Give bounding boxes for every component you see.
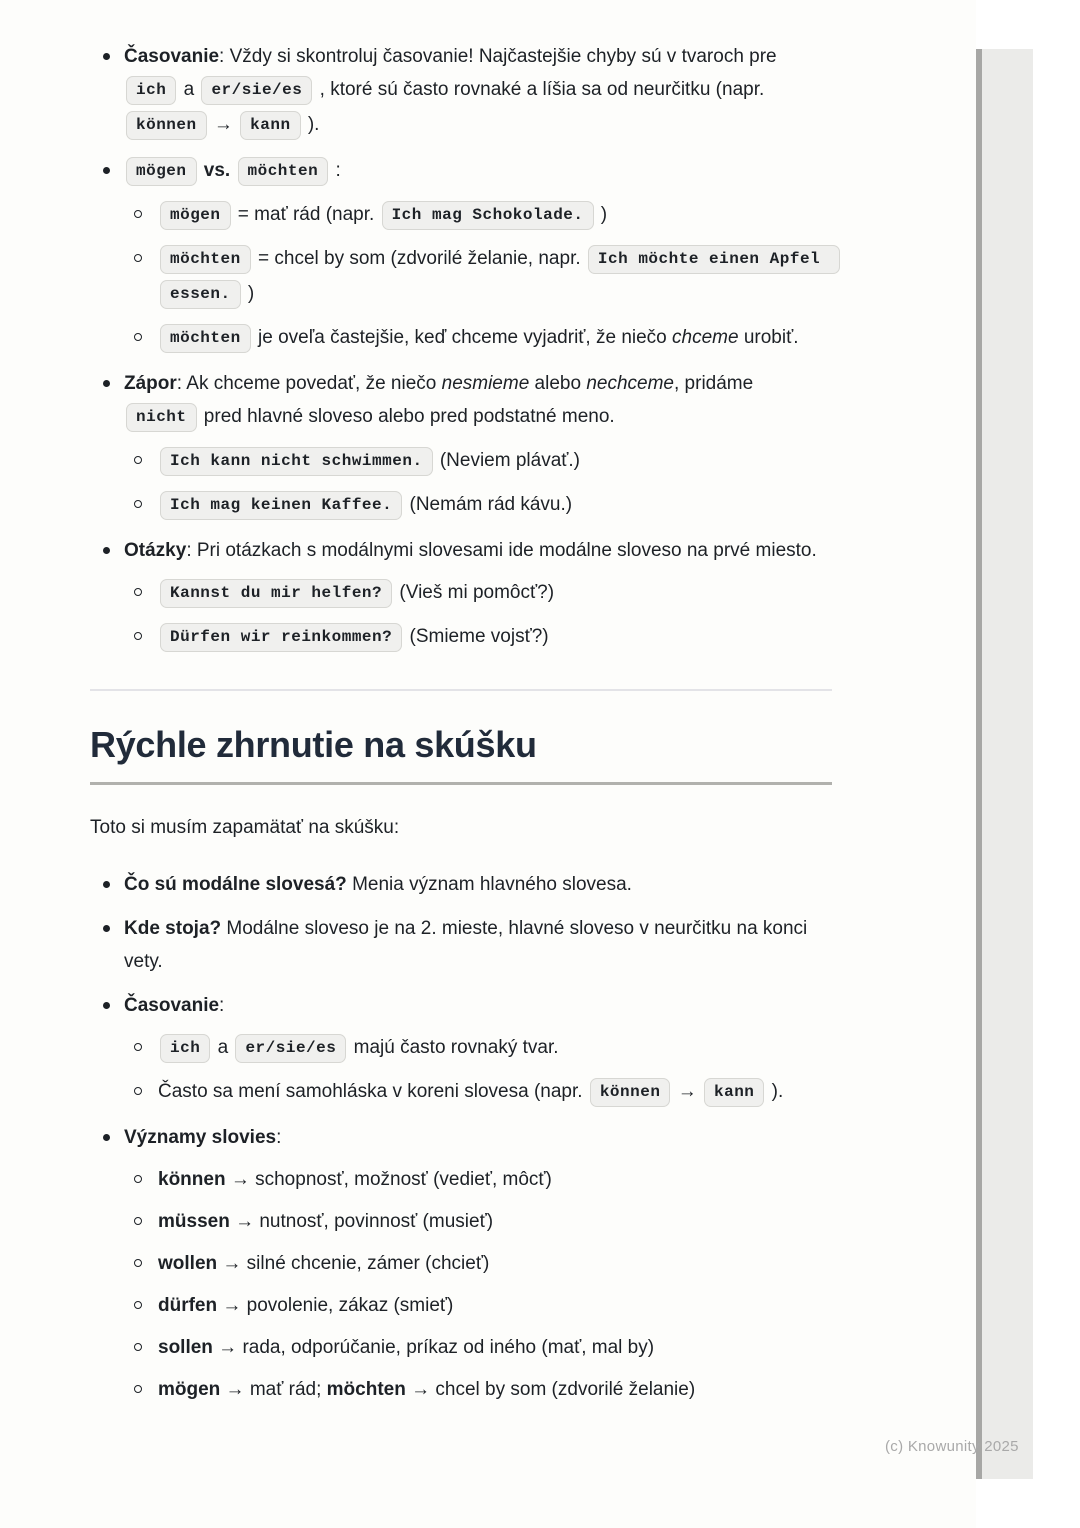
text-segment: → povolenie, zákaz (smieť) [217, 1295, 454, 1316]
inline-code-chip: können [126, 111, 207, 140]
text-segment: Často sa mení samohláska v koreni slovesa (napr. [158, 1081, 588, 1102]
text-bold: dürfen [158, 1295, 218, 1316]
inline-code-chip: er/sie/es [235, 1034, 346, 1063]
inline-code-chip: möchten [238, 157, 329, 186]
text-segment: (Neviem plávať.) [434, 450, 580, 471]
text-bold: Kde stoja? [124, 918, 222, 939]
text-segment: ). [302, 114, 320, 135]
inline-code-chip: können [590, 1078, 671, 1107]
inline-code-chip: Ich mag Schokolade. [382, 201, 594, 230]
bullet-text [124, 995, 224, 1016]
bullet-item [90, 1121, 832, 1406]
text-bold: Otázky [124, 540, 187, 561]
section-divider [90, 689, 832, 691]
bullet-item [90, 40, 832, 143]
text-segment: → schopnosť, možnosť (vedieť, môcť) [225, 1169, 552, 1190]
sub-bullet-item [124, 576, 832, 611]
sub-bullet-item [124, 1075, 832, 1110]
text-segment: Menia význam hlavného slovesa. [346, 874, 632, 895]
inline-code-chip: Ich mag keinen Kaffee. [160, 491, 402, 520]
text-segment: majú často rovnaký tvar. [348, 1037, 559, 1058]
sub-list [124, 576, 832, 655]
text-segment: a [212, 1037, 234, 1058]
text-segment: pred hlavné sloveso alebo pred podstatné meno. [198, 406, 615, 427]
scrollbar-thumb[interactable] [976, 49, 982, 1479]
sub-bullet-item [124, 1163, 832, 1196]
bullet-text [158, 1081, 783, 1102]
text-segment: = mať rád (napr. [232, 204, 380, 225]
text-bold: vs. [198, 160, 236, 181]
bullet-text [158, 1169, 552, 1190]
bullet-text [158, 1295, 453, 1316]
text-segment: : [219, 995, 225, 1016]
text-segment: je oveľa častejšie, keď chceme vyjadriť, že niečo [252, 327, 673, 348]
bullet-item [90, 154, 832, 356]
bullet-text [158, 204, 607, 225]
text-segment: (Nemám rád kávu.) [404, 494, 573, 515]
sub-bullet-item [124, 1373, 832, 1406]
inline-code-chip: kann [240, 111, 300, 140]
sub-bullet-item [124, 242, 832, 312]
inline-code-chip: mögen [126, 157, 197, 186]
text-bold: Časovanie [124, 46, 220, 67]
text-segment: a [178, 79, 200, 100]
text-segment: → silné chcenie, zámer (chcieť) [217, 1253, 490, 1274]
bullet-text [158, 248, 842, 304]
sub-list [124, 1031, 832, 1110]
text-segment: : Ak chceme povedať, že niečo [176, 373, 442, 394]
text-segment: Modálne sloveso je na 2. mieste, hlavné sloveso v neurčitku na konci vety. [124, 918, 813, 972]
bullet-text [158, 1037, 559, 1058]
sub-bullet-item [124, 1205, 832, 1238]
inline-code-chip: ich [160, 1034, 210, 1063]
text-bold: Čo sú modálne slovesá? [124, 874, 347, 895]
text-segment: (Vieš mi pomôcť?) [394, 582, 555, 603]
sub-bullet-item [124, 198, 832, 233]
text-segment: → chcel by som (zdvorilé želanie) [405, 1379, 696, 1400]
bullet-text [124, 874, 632, 895]
notes-content [90, 40, 832, 1417]
sub-bullet-item [124, 1031, 832, 1066]
bullet-text [158, 1337, 654, 1358]
text-bold: möchten [326, 1379, 406, 1400]
text-bold: wollen [158, 1253, 218, 1274]
bullet-item [90, 367, 832, 523]
text-segment: alebo [529, 373, 587, 394]
text-segment: → [672, 1081, 702, 1102]
sub-list [124, 198, 832, 356]
text-italic: nechceme [586, 373, 674, 394]
inline-code-chip: möchten [160, 245, 251, 274]
bullet-item [90, 534, 832, 655]
bullet-text [158, 1253, 489, 1274]
sub-bullet-item [124, 1247, 832, 1280]
bullet-text [158, 582, 554, 603]
text-segment: (Smieme vojsť?) [404, 626, 549, 647]
text-bold: können [158, 1169, 226, 1190]
summary-intro: Toto si musím zapamätať na skúšku: [90, 817, 400, 838]
sub-list [124, 1163, 832, 1406]
sub-bullet-item [124, 1331, 832, 1364]
text-segment: , ktoré sú často rovnaké a líšia sa od neurčitku (napr. [314, 79, 770, 100]
text-bold: Zápor [124, 373, 177, 394]
text-segment: → mať rád; [220, 1379, 327, 1400]
text-bold: sollen [158, 1337, 213, 1358]
bullet-item [90, 912, 832, 978]
text-bold: Časovanie [124, 995, 220, 1016]
bullet-text [158, 327, 799, 348]
bullet-text [124, 160, 341, 181]
text-segment: ) [595, 204, 608, 225]
text-italic: chceme [672, 327, 739, 348]
text-segment: ) [242, 283, 255, 304]
sub-bullet-item [124, 1289, 832, 1322]
inline-code-chip: kann [704, 1078, 764, 1107]
sub-bullet-item [124, 444, 832, 479]
sub-bullet-item [124, 488, 832, 523]
copyright-watermark: (c) Knowunity 2025 [885, 1438, 1019, 1455]
bullet-text [124, 540, 817, 561]
text-segment: = chcel by som (zdvorilé želanie, napr. [252, 248, 586, 269]
inline-code-chip: er/sie/es [201, 76, 312, 105]
bullet-item [90, 868, 832, 901]
sub-bullet-item [124, 321, 832, 356]
text-segment: : Vždy si skontroluj časovanie! Najčastejšie chyby sú v tvaroch pre [219, 46, 782, 67]
inline-code-chip: mögen [160, 201, 231, 230]
text-segment: , pridáme [674, 373, 759, 394]
sub-bullet-item [124, 620, 832, 655]
inline-code-chip: ich [126, 76, 176, 105]
notes-list [90, 40, 832, 655]
bullet-text [124, 373, 758, 427]
text-segment: ). [766, 1081, 784, 1102]
summary-list [90, 868, 832, 1406]
bullet-text [158, 1211, 493, 1232]
bullet-text [124, 46, 782, 135]
text-bold: Významy slovies [124, 1127, 277, 1148]
text-segment: → [208, 114, 239, 135]
text-bold: mögen [158, 1379, 221, 1400]
summary-heading: Rýchle zhrnutie na skúšku [90, 723, 832, 785]
sub-list [124, 444, 832, 523]
inline-code-chip: Kannst du mir helfen? [160, 579, 392, 608]
bullet-text [124, 1127, 281, 1148]
bullet-text [158, 494, 572, 515]
text-bold: müssen [158, 1211, 230, 1232]
text-segment: : Pri otázkach s modálnymi slovesami ide modálne sloveso na prvé miesto. [186, 540, 817, 561]
text-segment: : [330, 160, 341, 181]
text-italic: nesmieme [441, 373, 530, 394]
text-segment: : [276, 1127, 282, 1148]
inline-code-chip: möchten [160, 324, 251, 353]
bullet-text [124, 918, 813, 972]
bullet-text [158, 626, 549, 647]
bullet-item [90, 989, 832, 1110]
text-segment: → rada, odporúčanie, príkaz od iného (mať, mal by) [212, 1337, 655, 1358]
page-edge-strip [976, 49, 1033, 1479]
inline-code-chip: nicht [126, 403, 197, 432]
bullet-text [158, 450, 580, 471]
text-segment: → nutnosť, povinnosť (musieť) [229, 1211, 494, 1232]
text-segment: urobiť. [738, 327, 799, 348]
inline-code-chip: Dürfen wir reinkommen? [160, 623, 402, 652]
bullet-text [158, 1379, 695, 1400]
inline-code-chip: Ich kann nicht schwimmen. [160, 447, 433, 476]
inline-code-chip: Ich möchte einen Apfel essen. [160, 245, 840, 309]
